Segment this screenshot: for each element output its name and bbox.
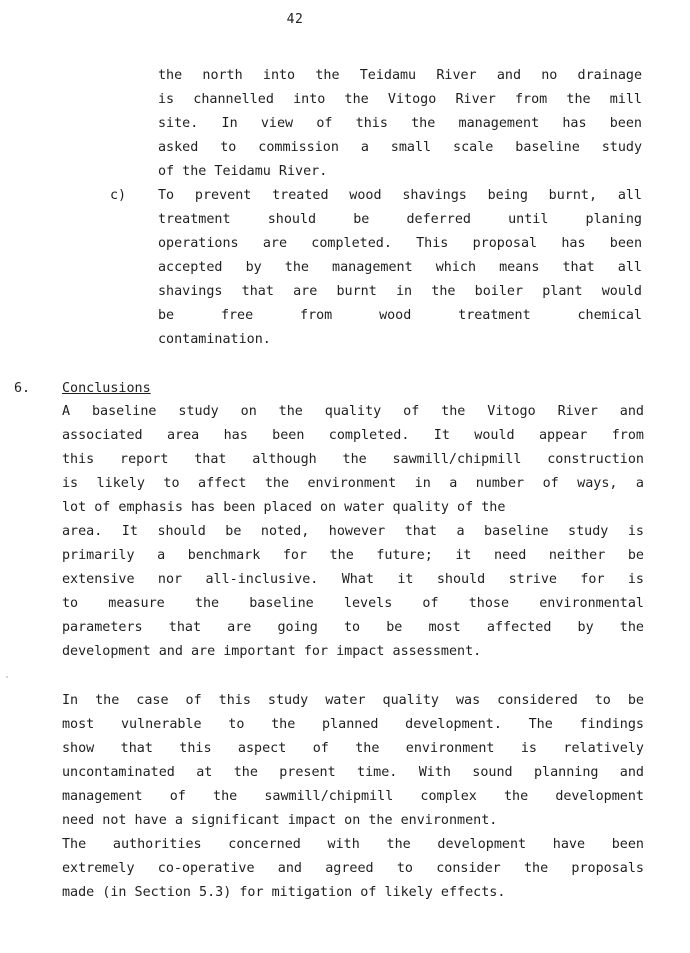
text-line: contamination. (158, 332, 271, 347)
text-line: accepted by the management which means that all (158, 260, 642, 275)
text-line: The authorities concerned with the development have been (62, 837, 644, 852)
text-line: A baseline study on the quality of the Vitogo River and (62, 404, 644, 419)
text-line: the north into the Teidamu River and no drainage (158, 68, 642, 83)
text-line: lot of emphasis has been placed on water quality of the (62, 500, 506, 515)
text-line: In the case of this study water quality was considered to be (62, 693, 644, 708)
text-line: management of the sawmill/chipmill complex the development (62, 789, 644, 804)
section-number: 6. (14, 381, 31, 396)
text-line: show that this aspect of the environment is relatively (62, 741, 644, 756)
list-marker: c) (110, 188, 127, 203)
text-line: extremely co-operative and agreed to consider the proposals (62, 861, 644, 876)
text-line: treatment should be deferred until planing (158, 212, 642, 227)
text-line: to measure the baseline levels of those environmental (62, 596, 644, 611)
text-line: is channelled into the Vitogo River from the mill (158, 92, 642, 107)
text-line: operations are completed. This proposal has been (158, 236, 642, 251)
text-line: To prevent treated wood shavings being burnt, all (158, 188, 642, 203)
text-line: development and are important for impact assessment. (62, 644, 482, 659)
text-line: associated area has been completed. It would appear from (62, 428, 644, 443)
text-line: primarily a benchmark for the future; it need neither be (62, 548, 644, 563)
text-line: area. It should be noted, however that a baseline study is (62, 524, 644, 539)
scan-speck (6, 676, 8, 678)
text-line: of the Teidamu River. (158, 164, 328, 179)
text-line: parameters that are going to be most affected by the (62, 620, 644, 635)
text-line: shavings that are burnt in the boiler plant would (158, 284, 642, 299)
text-line: need not have a significant impact on the environment. (62, 813, 498, 828)
text-line: extensive nor all-inclusive. What it should strive for is (62, 572, 644, 587)
section-heading: Conclusions (62, 381, 151, 396)
text-line: is likely to affect the environment in a number of ways, a (62, 476, 644, 491)
page-number: 42 (286, 12, 304, 27)
text-line: most vulnerable to the planned development. The findings (62, 717, 644, 732)
text-line: be free from wood treatment chemical (158, 308, 642, 323)
text-line: site. In view of this the management has been (158, 116, 642, 131)
text-line: uncontaminated at the present time. With sound planning and (62, 765, 644, 780)
text-line: made (in Section 5.3) for mitigation of likely effects. (62, 885, 506, 900)
text-line: asked to commission a small scale baseline study (158, 140, 642, 155)
text-line: this report that although the sawmill/chipmill construction (62, 452, 644, 467)
